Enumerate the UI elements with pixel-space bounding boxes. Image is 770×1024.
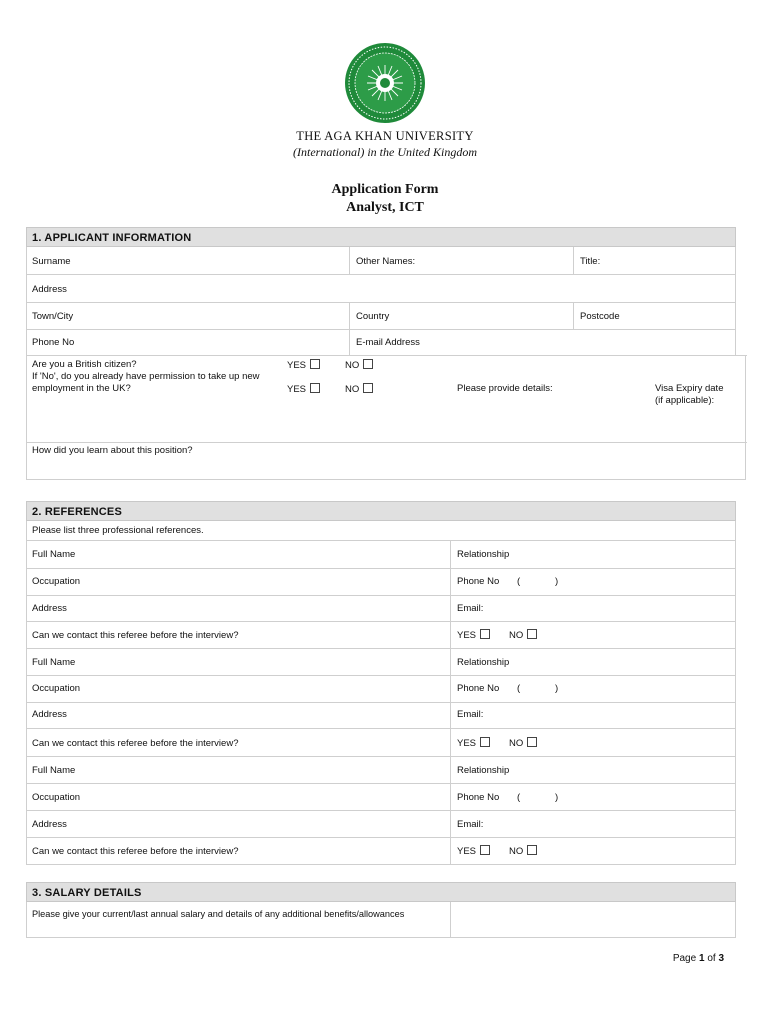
yes-option[interactable] xyxy=(457,629,490,641)
country-label: Country xyxy=(356,311,390,322)
checkbox[interactable] xyxy=(480,737,490,747)
country-field[interactable] xyxy=(349,303,575,329)
email-label: Email: xyxy=(457,819,484,830)
email-field[interactable] xyxy=(349,330,735,355)
page-total: 3 xyxy=(718,953,724,964)
contact-options xyxy=(450,729,735,756)
institution-name: THE AGA KHAN UNIVERSITY xyxy=(296,129,474,143)
relationship-label: Relationship xyxy=(457,549,510,560)
position-title: Analyst, ICT xyxy=(346,200,424,215)
yes-label: YES xyxy=(287,384,307,395)
yes-label: YES xyxy=(457,630,477,641)
yes-label: YES xyxy=(457,846,477,857)
other-names-field[interactable] xyxy=(349,247,575,274)
checkbox[interactable] xyxy=(480,845,490,855)
no-option[interactable] xyxy=(509,737,537,749)
email-label: Email: xyxy=(457,709,484,720)
no-label: NO xyxy=(345,360,360,371)
occupation-label: Occupation xyxy=(32,683,81,694)
checkbox[interactable] xyxy=(310,383,320,393)
phone-label: Phone No xyxy=(457,576,500,587)
relationship-field[interactable] xyxy=(450,757,735,783)
checkbox[interactable] xyxy=(480,629,490,639)
paren-open: ( xyxy=(517,576,521,587)
title-field[interactable] xyxy=(573,247,735,274)
yes-label: YES xyxy=(457,738,477,749)
address-row[interactable] xyxy=(26,275,736,303)
ref3-contact-row xyxy=(26,838,736,865)
salary-field[interactable] xyxy=(450,902,735,937)
email-label: Email: xyxy=(457,603,484,614)
ref2-contact-row xyxy=(26,729,736,757)
references-intro-row xyxy=(26,521,736,541)
postcode-label: Postcode xyxy=(580,311,620,322)
no-option[interactable] xyxy=(509,845,537,857)
applicant-name-row xyxy=(26,247,736,275)
postcode-field[interactable] xyxy=(573,303,735,329)
page-number xyxy=(640,953,724,964)
ref2-address-row[interactable] xyxy=(26,703,736,729)
permission-question-2: employment in the UK? xyxy=(32,383,131,394)
checkbox[interactable] xyxy=(310,359,320,369)
ref1-contact-row xyxy=(26,622,736,649)
address-label: Address xyxy=(32,709,67,720)
occupation-label: Occupation xyxy=(32,576,81,587)
email-field[interactable] xyxy=(450,596,735,621)
address-label: Address xyxy=(32,603,67,614)
page-current: 1 xyxy=(698,953,705,964)
permission-question-1: If 'No', do you already have permission to take up new xyxy=(32,371,260,382)
checkbox[interactable] xyxy=(363,383,373,393)
ref3-occupation-row[interactable] xyxy=(26,784,736,811)
full-name-label: Full Name xyxy=(32,765,76,776)
phone-row xyxy=(26,330,736,356)
address-label: Address xyxy=(32,284,67,295)
ref2-occupation-row[interactable] xyxy=(26,676,736,703)
checkbox[interactable] xyxy=(527,845,537,855)
full-name-label: Full Name xyxy=(32,657,76,668)
town-label: Town/City xyxy=(32,311,74,322)
paren-close: ) xyxy=(555,576,559,587)
contact-options xyxy=(450,622,735,648)
checkbox[interactable] xyxy=(527,629,537,639)
title-label: Title: xyxy=(580,256,601,267)
contact-question: Can we contact this referee before the interview? xyxy=(32,738,239,749)
email-field[interactable] xyxy=(450,811,735,837)
form-title: Application Form xyxy=(331,182,439,197)
address-label: Address xyxy=(32,819,67,830)
institution-subtitle: (International) in the United Kingdom xyxy=(293,145,477,159)
contact-options xyxy=(450,838,735,864)
section-references-heading: 2. REFERENCES xyxy=(26,501,736,521)
no-option[interactable] xyxy=(509,629,537,641)
salary-row xyxy=(26,902,736,938)
university-logo xyxy=(344,42,426,124)
paren-close: ) xyxy=(555,792,559,803)
permission-yes-option[interactable] xyxy=(287,383,320,395)
visa-applicable-label: (if applicable): xyxy=(655,395,715,406)
british-no-option[interactable] xyxy=(345,359,373,371)
no-label: NO xyxy=(345,384,360,395)
section-applicant-heading: 1. APPLICANT INFORMATION xyxy=(26,227,736,247)
relationship-field[interactable] xyxy=(450,649,735,675)
permission-no-option[interactable] xyxy=(345,383,373,395)
yes-label: YES xyxy=(287,360,307,371)
occupation-label: Occupation xyxy=(32,792,81,803)
yes-option[interactable] xyxy=(457,737,490,749)
other-names-label: Other Names: xyxy=(356,256,416,267)
yes-option[interactable] xyxy=(457,845,490,857)
relationship-label: Relationship xyxy=(457,657,510,668)
paren-close: ) xyxy=(555,683,559,694)
ref3-address-row[interactable] xyxy=(26,811,736,838)
phone-label: Phone No xyxy=(32,337,75,348)
citizenship-block xyxy=(26,355,746,480)
no-label: NO xyxy=(509,738,524,749)
details-label: Please provide details: xyxy=(457,383,553,394)
ref3-name-row[interactable] xyxy=(26,757,736,784)
phone-label: Phone No xyxy=(457,683,500,694)
ref1-name-row[interactable] xyxy=(26,541,736,569)
of-word: of xyxy=(707,953,716,964)
phone-field[interactable] xyxy=(450,569,735,595)
surname-label: Surname xyxy=(32,256,71,267)
british-question: Are you a British citizen? xyxy=(32,359,137,370)
town-row xyxy=(26,303,736,330)
salary-question: Please give your current/last annual salary and details of any additional benefits/allowances xyxy=(32,909,405,919)
contact-question: Can we contact this referee before the interview? xyxy=(32,846,239,857)
section-salary-heading: 3. SALARY DETAILS xyxy=(26,882,736,902)
email-field[interactable] xyxy=(450,703,735,728)
page-word: Page xyxy=(672,953,697,964)
relationship-label: Relationship xyxy=(457,765,510,776)
ref1-address-row[interactable] xyxy=(26,596,736,622)
email-label: E-mail Address xyxy=(356,337,420,348)
visa-expiry-label: Visa Expiry date xyxy=(655,383,724,394)
references-intro: Please list three professional references. xyxy=(32,525,204,536)
contact-question: Can we contact this referee before the interview? xyxy=(32,630,239,641)
paren-open: ( xyxy=(517,792,521,803)
british-yes-option[interactable] xyxy=(287,359,320,371)
full-name-label: Full Name xyxy=(32,549,76,560)
phone-field[interactable] xyxy=(450,784,735,810)
paren-open: ( xyxy=(517,683,521,694)
checkbox[interactable] xyxy=(527,737,537,747)
relationship-field[interactable] xyxy=(450,541,735,568)
ref2-name-row[interactable] xyxy=(26,649,736,676)
no-label: NO xyxy=(509,630,524,641)
phone-label: Phone No xyxy=(457,792,500,803)
phone-field[interactable] xyxy=(450,676,735,702)
no-label: NO xyxy=(509,846,524,857)
ref1-occupation-row[interactable] xyxy=(26,569,736,596)
checkbox[interactable] xyxy=(363,359,373,369)
learn-question: How did you learn about this position? xyxy=(32,445,193,456)
